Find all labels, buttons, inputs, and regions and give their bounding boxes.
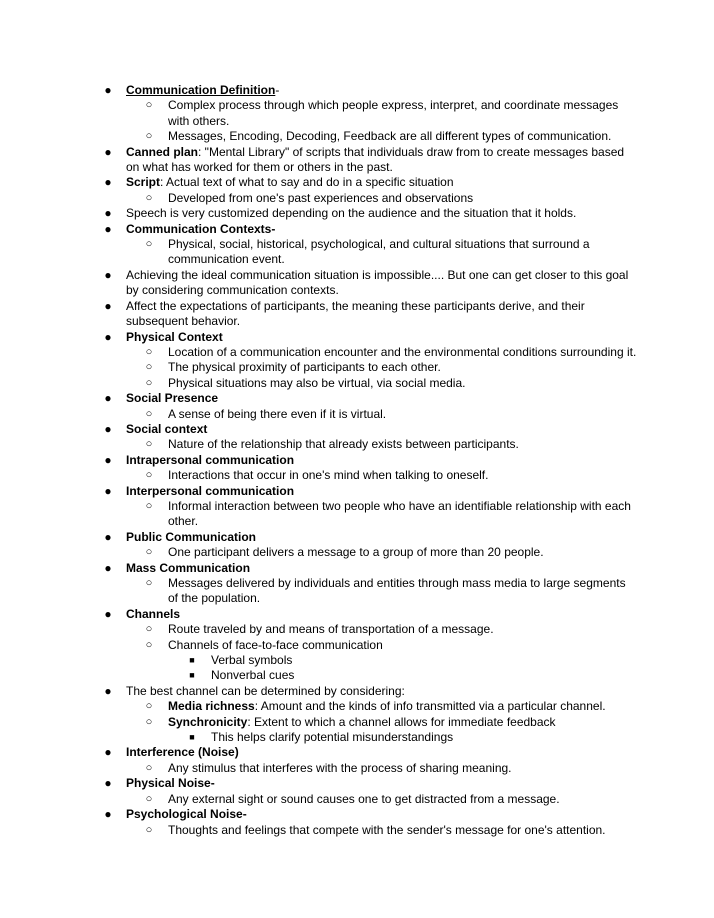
list-item <box>0 299 714 330</box>
list-item <box>0 730 714 745</box>
list-item-text <box>168 576 638 607</box>
list-item-text <box>126 145 636 176</box>
list-item-term: Synchronicity <box>168 714 248 729</box>
list-item <box>0 807 714 822</box>
list-item-text <box>126 83 636 98</box>
list-item-description: Nature of the relationship that already exists between participants. <box>168 437 519 452</box>
list-item <box>0 129 714 144</box>
hollow-circle-bullet-icon: ○ <box>145 469 153 482</box>
list-item-text <box>168 437 638 452</box>
filled-circle-bullet-icon: ● <box>104 175 112 190</box>
list-item <box>0 499 714 530</box>
list-item-description: Speech is very customized depending on the audience and the situation that it holds. <box>126 206 577 221</box>
filled-circle-bullet-icon: ● <box>104 452 112 467</box>
list-item-term: Psychological Noise- <box>126 807 247 822</box>
list-item-text <box>168 98 638 129</box>
list-item-text <box>168 345 638 360</box>
filled-circle-bullet-icon: ● <box>104 683 112 698</box>
list-item <box>0 391 714 406</box>
list-item-description: This helps clarify potential misunderstandings <box>211 730 454 745</box>
list-item <box>0 484 714 499</box>
list-item-text <box>168 407 638 422</box>
list-item-text <box>126 776 636 791</box>
document-page <box>0 83 714 838</box>
list-item <box>0 823 714 838</box>
list-item-description: Interactions that occur in one's mind when talking to oneself. <box>168 468 489 483</box>
list-item-term: Canned plan <box>126 144 199 159</box>
hollow-circle-bullet-icon: ○ <box>145 499 153 512</box>
list-item-description: : Extent to which a channel allows for immediate feedback <box>247 714 556 729</box>
list-item-term: Channels <box>126 606 181 621</box>
list-item-description: Physical situations may also be virtual, via social media. <box>168 375 466 390</box>
list-item-term: Physical Noise- <box>126 776 215 791</box>
square-bullet-icon: ■ <box>189 655 195 666</box>
list-item <box>0 237 714 268</box>
list-item-description: : Actual text of what to say and do in a specific situation <box>160 175 454 190</box>
list-item-description: Nonverbal cues <box>211 668 295 683</box>
list-item-description: Informal interaction between two people who have an identifiable relationship with each other. <box>168 498 631 529</box>
list-item <box>0 545 714 560</box>
list-item <box>0 761 714 776</box>
list-item-description: Developed from one's past experiences and observations <box>168 190 474 205</box>
list-item <box>0 191 714 206</box>
list-item-description: Location of a communication encounter and the environmental conditions surrounding it. <box>168 344 637 359</box>
list-item-text <box>126 299 636 330</box>
list-item-description: : "Mental Library" of scripts that individuals draw from to create messages based on what has worked for them or others in the past. <box>126 144 625 175</box>
list-item <box>0 792 714 807</box>
list-item-text <box>168 191 638 206</box>
hollow-circle-bullet-icon: ○ <box>145 130 153 143</box>
list-item-term: Social context <box>126 421 208 436</box>
list-item <box>0 145 714 176</box>
filled-circle-bullet-icon: ● <box>104 144 112 159</box>
list-item-text <box>126 530 636 545</box>
hollow-circle-bullet-icon: ○ <box>145 761 153 774</box>
square-bullet-icon: ■ <box>189 670 195 681</box>
list-item-term: Public Communication <box>126 529 257 544</box>
list-item-term: Social Presence <box>126 391 219 406</box>
list-item-description: Any external sight or sound causes one to get distracted from a message. <box>168 791 560 806</box>
list-item <box>0 98 714 129</box>
list-item-text <box>126 268 636 299</box>
list-item-description: - <box>275 83 280 97</box>
hollow-circle-bullet-icon: ○ <box>145 345 153 358</box>
list-item-text <box>168 699 638 714</box>
list-item <box>0 745 714 760</box>
list-item-text <box>126 175 636 190</box>
list-item-text <box>168 376 638 391</box>
list-item-text <box>126 391 636 406</box>
hollow-circle-bullet-icon: ○ <box>145 238 153 251</box>
list-item-description: One participant delivers a message to a group of more than 20 people. <box>168 545 544 560</box>
hollow-circle-bullet-icon: ○ <box>145 376 153 389</box>
hollow-circle-bullet-icon: ○ <box>145 700 153 713</box>
list-item-description: Complex process through which people express, interpret, and coordinate messages with others. <box>168 98 619 128</box>
list-item-description: Messages delivered by individuals and entities through mass media to large segments of the population. <box>168 576 626 606</box>
hollow-circle-bullet-icon: ○ <box>145 438 153 451</box>
list-item <box>0 638 714 653</box>
list-item-text <box>168 129 638 144</box>
list-item <box>0 175 714 190</box>
list-item-text <box>168 761 638 776</box>
hollow-circle-bullet-icon: ○ <box>145 546 153 559</box>
filled-circle-bullet-icon: ● <box>104 83 112 97</box>
list-item <box>0 715 714 730</box>
list-item-text <box>126 607 636 622</box>
list-item-text <box>126 745 636 760</box>
list-item-text <box>168 468 638 483</box>
list-item <box>0 699 714 714</box>
list-item-description: The best channel can be determined by considering: <box>126 683 405 698</box>
list-item-text <box>126 330 636 345</box>
list-item-text <box>126 453 636 468</box>
list-item-text <box>168 545 638 560</box>
filled-circle-bullet-icon: ● <box>104 745 112 760</box>
list-item <box>0 653 714 668</box>
list-item <box>0 468 714 483</box>
list-item-description: Thoughts and feelings that compete with the sender's message for one's attention. <box>168 822 606 837</box>
list-item <box>0 330 714 345</box>
list-item-text <box>168 792 638 807</box>
list-item-description: The physical proximity of participants to each other. <box>168 360 441 375</box>
list-item-text <box>168 638 638 653</box>
list-item-text <box>126 206 636 221</box>
filled-circle-bullet-icon: ● <box>104 329 112 344</box>
list-item <box>0 453 714 468</box>
list-item <box>0 561 714 576</box>
list-item-description: Channels of face-to-face communication <box>168 637 383 652</box>
list-item-term: Communication Definition <box>126 83 276 97</box>
list-item <box>0 576 714 607</box>
list-item-description: Physical, social, historical, psychological, and cultural situations that surround a communication event. <box>168 237 590 267</box>
list-item-text <box>126 561 636 576</box>
filled-circle-bullet-icon: ● <box>104 483 112 498</box>
filled-circle-bullet-icon: ● <box>104 421 112 436</box>
list-item <box>0 684 714 699</box>
list-item-description: Verbal symbols <box>211 653 293 668</box>
filled-circle-bullet-icon: ● <box>104 298 112 313</box>
filled-circle-bullet-icon: ● <box>104 206 112 221</box>
filled-circle-bullet-icon: ● <box>104 606 112 621</box>
filled-circle-bullet-icon: ● <box>104 776 112 791</box>
list-item <box>0 268 714 299</box>
list-item <box>0 222 714 237</box>
list-item-text <box>211 730 641 745</box>
list-item <box>0 607 714 622</box>
list-item-text <box>126 684 636 699</box>
list-item-text <box>211 653 641 668</box>
list-item-term: Mass Communication <box>126 560 251 575</box>
list-item-description: Achieving the ideal communication situation is impossible.... But one can get closer to this goal by considering communication contexts. <box>126 267 629 298</box>
list-item-term: Physical Context <box>126 329 223 344</box>
filled-circle-bullet-icon: ● <box>104 267 112 282</box>
list-item-description: Messages, Encoding, Decoding, Feedback are all different types of communication. <box>168 129 612 144</box>
filled-circle-bullet-icon: ● <box>104 560 112 575</box>
list-item <box>0 345 714 360</box>
list-item <box>0 530 714 545</box>
hollow-circle-bullet-icon: ○ <box>145 715 153 728</box>
list-item-text <box>211 668 641 683</box>
list-item <box>0 360 714 375</box>
list-item <box>0 83 714 98</box>
hollow-circle-bullet-icon: ○ <box>145 361 153 374</box>
list-item-text <box>168 499 638 530</box>
list-item-term: Interference (Noise) <box>126 745 239 760</box>
list-item <box>0 437 714 452</box>
list-item-term: Media richness <box>168 699 255 714</box>
list-item <box>0 776 714 791</box>
list-item-description: Affect the expectations of participants, the meaning these participants derive, and their subsequent behavior. <box>126 298 585 329</box>
list-item <box>0 407 714 422</box>
list-item-text <box>168 715 638 730</box>
list-item-description: : Amount and the kinds of info transmitted via a particular channel. <box>254 699 606 714</box>
list-item-description: Route traveled by and means of transportation of a message. <box>168 622 494 637</box>
hollow-circle-bullet-icon: ○ <box>145 577 153 589</box>
list-item-text <box>168 622 638 637</box>
hollow-circle-bullet-icon: ○ <box>145 638 153 651</box>
list-item <box>0 206 714 221</box>
list-item-text <box>126 422 636 437</box>
list-item-text <box>168 360 638 375</box>
filled-circle-bullet-icon: ● <box>104 391 112 406</box>
filled-circle-bullet-icon: ● <box>104 221 112 236</box>
hollow-circle-bullet-icon: ○ <box>145 823 153 836</box>
hollow-circle-bullet-icon: ○ <box>145 623 153 636</box>
filled-circle-bullet-icon: ● <box>104 529 112 544</box>
list-item <box>0 376 714 391</box>
square-bullet-icon: ■ <box>189 732 195 743</box>
list-item-text <box>168 823 638 838</box>
list-item-term: Intrapersonal communication <box>126 452 295 467</box>
list-item-description: A sense of being there even if it is virtual. <box>168 406 387 421</box>
hollow-circle-bullet-icon: ○ <box>145 407 153 420</box>
list-item <box>0 422 714 437</box>
list-item-text <box>126 222 636 237</box>
hollow-circle-bullet-icon: ○ <box>145 99 153 112</box>
list-item-term: Interpersonal communication <box>126 483 295 498</box>
filled-circle-bullet-icon: ● <box>104 807 112 822</box>
list-item <box>0 668 714 683</box>
hollow-circle-bullet-icon: ○ <box>145 792 153 805</box>
list-item-description: Any stimulus that interferes with the process of sharing meaning. <box>168 760 512 775</box>
list-item-term: Communication Contexts- <box>126 221 276 236</box>
hollow-circle-bullet-icon: ○ <box>145 191 153 204</box>
list-item-term: Script <box>126 175 161 190</box>
list-item <box>0 622 714 637</box>
list-item-text <box>126 484 636 499</box>
list-item-text <box>168 237 638 268</box>
list-item-text <box>126 807 636 822</box>
